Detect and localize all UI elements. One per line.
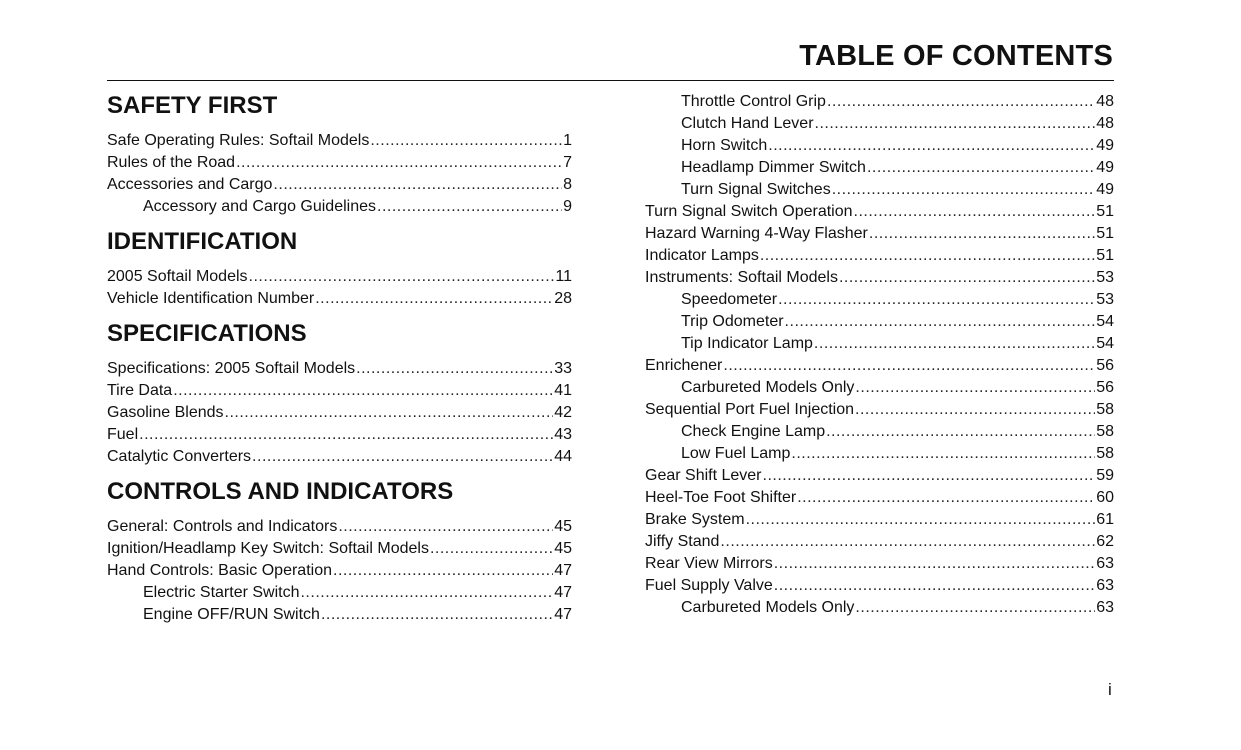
toc-entry-page: 54 — [1096, 335, 1114, 352]
toc-entry — [645, 509, 1114, 531]
dot-leader — [854, 201, 1096, 223]
toc-entry-page: 47 — [554, 584, 572, 601]
dot-leader — [763, 465, 1096, 487]
dot-leader — [839, 267, 1095, 289]
toc-entry-page: 58 — [1096, 445, 1114, 462]
toc-entry-page: 58 — [1096, 401, 1114, 418]
toc-entry-label: Turn Signal Switches — [681, 181, 831, 198]
toc-entry — [107, 560, 572, 582]
dot-leader — [321, 604, 553, 626]
toc-entry — [645, 311, 1114, 333]
toc-entry-page: 41 — [554, 382, 572, 399]
toc-entry-label: Speedometer — [681, 291, 778, 308]
dot-leader — [774, 575, 1095, 597]
toc-entry-label: Rules of the Road — [107, 154, 236, 171]
toc-entry-page: 51 — [1096, 203, 1114, 220]
toc-entry — [107, 130, 572, 152]
dot-leader — [814, 333, 1095, 355]
toc-entry — [107, 174, 572, 196]
toc-entry-page: 45 — [554, 518, 572, 535]
dot-leader — [139, 424, 553, 446]
dot-leader — [785, 311, 1096, 333]
toc-entry — [645, 355, 1114, 377]
toc-entry — [645, 333, 1114, 355]
toc-entry-label: Sequential Port Fuel Injection — [645, 401, 855, 418]
toc-entry-label: Tire Data — [107, 382, 173, 399]
toc-entry — [107, 266, 572, 288]
toc-entry-label: Clutch Hand Lever — [681, 115, 814, 132]
dot-leader — [273, 174, 562, 196]
toc-entry-page: 56 — [1096, 357, 1114, 374]
toc-entry-page: 1 — [563, 132, 572, 149]
dot-leader — [723, 355, 1095, 377]
toc-entry-label: Specifications: 2005 Softail Models — [107, 360, 356, 377]
toc-entry — [107, 380, 572, 402]
toc-list-continued — [645, 91, 1114, 619]
toc-entry — [107, 288, 572, 310]
toc-entry-page: 51 — [1096, 225, 1114, 242]
toc-entry — [107, 582, 572, 604]
section-title-controls-and-indicators: CONTROLS AND INDICATORS — [107, 478, 454, 505]
toc-right-column — [645, 91, 1114, 619]
toc-entry-label: Accessory and Cargo Guidelines — [143, 198, 377, 215]
toc-entry-page: 33 — [554, 360, 572, 377]
dot-leader — [760, 245, 1095, 267]
toc-list-controls-and-indicators — [107, 516, 572, 626]
toc-entry — [645, 157, 1114, 179]
toc-entry-label: Accessories and Cargo — [107, 176, 273, 193]
dot-leader — [252, 446, 553, 468]
toc-entry-label: Trip Odometer — [681, 313, 784, 330]
toc-entry — [645, 575, 1114, 597]
dot-leader — [827, 91, 1095, 113]
toc-left-column — [107, 90, 572, 626]
toc-entry-page: 47 — [554, 562, 572, 579]
page-title: TABLE OF CONTENTS — [799, 40, 1113, 72]
dot-leader — [249, 266, 555, 288]
toc-entry-label: Gasoline Blends — [107, 404, 224, 421]
toc-entry-label: General: Controls and Indicators — [107, 518, 338, 535]
toc-entry-page: 60 — [1096, 489, 1114, 506]
toc-entry-label: Hazard Warning 4-Way Flasher — [645, 225, 868, 242]
toc-entry-page: 54 — [1096, 313, 1114, 330]
toc-entry-label: Low Fuel Lamp — [681, 445, 791, 462]
dot-leader — [315, 288, 553, 310]
toc-entry — [645, 553, 1114, 575]
toc-entry — [645, 135, 1114, 157]
toc-entry-label: Catalytic Converters — [107, 448, 252, 465]
toc-entry — [645, 289, 1114, 311]
toc-entry-page: 59 — [1096, 467, 1114, 484]
toc-entry-label: Turn Signal Switch Operation — [645, 203, 853, 220]
toc-entry-page: 48 — [1096, 93, 1114, 110]
dot-leader — [300, 582, 553, 604]
toc-entry-page: 45 — [554, 540, 572, 557]
dot-leader — [869, 223, 1095, 245]
section-title-identification: IDENTIFICATION — [107, 228, 298, 255]
dot-leader — [826, 421, 1095, 443]
header-rule — [107, 80, 1114, 81]
toc-entry-label: Headlamp Dimmer Switch — [681, 159, 866, 176]
section-title-specifications: SPECIFICATIONS — [107, 320, 307, 347]
toc-entry-page: 49 — [1096, 159, 1114, 176]
toc-entry-label: Indicator Lamps — [645, 247, 759, 264]
toc-entry — [107, 604, 572, 626]
toc-entry — [645, 377, 1114, 399]
toc-entry-label: Check Engine Lamp — [681, 423, 826, 440]
toc-entry — [107, 516, 572, 538]
toc-entry-page: 49 — [1096, 137, 1114, 154]
dot-leader — [791, 443, 1095, 465]
toc-entry-label: Engine OFF/RUN Switch — [143, 606, 320, 623]
toc-entry-label: Vehicle Identification Number — [107, 290, 315, 307]
toc-entry-page: 58 — [1096, 423, 1114, 440]
dot-leader — [815, 113, 1096, 135]
toc-entry-page: 63 — [1096, 555, 1114, 572]
toc-entry-label: Rear View Mirrors — [645, 555, 773, 572]
toc-entry-label: Fuel — [107, 426, 139, 443]
toc-entry — [645, 443, 1114, 465]
dot-leader — [778, 289, 1095, 311]
dot-leader — [832, 179, 1096, 201]
dot-leader — [173, 380, 553, 402]
toc-entry-page: 43 — [554, 426, 572, 443]
toc-entry-page: 44 — [554, 448, 572, 465]
toc-entry-page: 63 — [1096, 577, 1114, 594]
toc-entry-label: Electric Starter Switch — [143, 584, 300, 601]
toc-entry — [645, 399, 1114, 421]
toc-entry-page: 42 — [554, 404, 572, 421]
toc-entry — [645, 91, 1114, 113]
toc-entry-label: Fuel Supply Valve — [645, 577, 773, 594]
dot-leader — [333, 560, 553, 582]
dot-leader — [356, 358, 553, 380]
toc-entry — [645, 597, 1114, 619]
toc-list-specifications — [107, 358, 572, 468]
dot-leader — [720, 531, 1095, 553]
toc-entry-page: 62 — [1096, 533, 1114, 550]
dot-leader — [774, 553, 1095, 575]
toc-entry-page: 11 — [555, 268, 572, 285]
toc-entry-label: Ignition/Headlamp Key Switch: Softail Models — [107, 540, 429, 557]
toc-entry-label: Horn Switch — [681, 137, 768, 154]
toc-entry — [107, 538, 572, 560]
toc-entry-label: Gear Shift Lever — [645, 467, 762, 484]
toc-entry-label: Instruments: Softail Models — [645, 269, 838, 286]
toc-entry — [107, 358, 572, 380]
dot-leader — [855, 377, 1095, 399]
toc-entry — [107, 196, 572, 218]
toc-entry — [107, 152, 572, 174]
toc-entry-label: Tip Indicator Lamp — [681, 335, 813, 352]
toc-entry-page: 56 — [1096, 379, 1114, 396]
page-number: i — [1108, 680, 1112, 699]
toc-entry-page: 53 — [1096, 269, 1114, 286]
toc-entry — [645, 421, 1114, 443]
toc-entry-page: 61 — [1096, 511, 1114, 528]
dot-leader — [236, 152, 562, 174]
toc-entry — [645, 179, 1114, 201]
toc-entry-page: 8 — [563, 176, 572, 193]
toc-entry-page: 7 — [563, 154, 572, 171]
toc-entry-label: Jiffy Stand — [645, 533, 720, 550]
toc-entry — [645, 113, 1114, 135]
dot-leader — [768, 135, 1095, 157]
toc-entry — [645, 223, 1114, 245]
toc-entry — [645, 465, 1114, 487]
toc-entry — [107, 424, 572, 446]
toc-entry — [645, 267, 1114, 289]
dot-leader — [855, 597, 1095, 619]
toc-entry — [645, 487, 1114, 509]
dot-leader — [377, 196, 562, 218]
toc-entry-label: Carbureted Models Only — [681, 599, 855, 616]
dot-leader — [430, 538, 553, 560]
dot-leader — [855, 399, 1095, 421]
toc-entry — [107, 402, 572, 424]
toc-entry-page: 9 — [563, 198, 572, 215]
dot-leader — [797, 487, 1095, 509]
toc-entry — [645, 531, 1114, 553]
toc-entry-label: Safe Operating Rules: Softail Models — [107, 132, 370, 149]
toc-entry-label: Heel-Toe Foot Shifter — [645, 489, 797, 506]
toc-entry-label: 2005 Softail Models — [107, 268, 248, 285]
toc-entry-page: 48 — [1096, 115, 1114, 132]
dot-leader — [746, 509, 1096, 531]
toc-entry-page: 49 — [1096, 181, 1114, 198]
toc-entry-page: 47 — [554, 606, 572, 623]
dot-leader — [867, 157, 1095, 179]
toc-list-identification — [107, 266, 572, 310]
toc-entry-page: 53 — [1096, 291, 1114, 308]
toc-list-safety-first — [107, 130, 572, 218]
dot-leader — [370, 130, 562, 152]
toc-entry-label: Throttle Control Grip — [681, 93, 826, 110]
toc-entry — [645, 201, 1114, 223]
toc-entry-page: 51 — [1096, 247, 1114, 264]
dot-leader — [338, 516, 553, 538]
toc-entry — [107, 446, 572, 468]
section-title-safety-first: SAFETY FIRST — [107, 92, 278, 119]
dot-leader — [225, 402, 554, 424]
toc-entry — [645, 245, 1114, 267]
toc-entry-page: 63 — [1096, 599, 1114, 616]
toc-entry-label: Enrichener — [645, 357, 723, 374]
toc-entry-label: Brake System — [645, 511, 745, 528]
toc-entry-label: Carbureted Models Only — [681, 379, 855, 396]
toc-entry-label: Hand Controls: Basic Operation — [107, 562, 332, 579]
toc-entry-page: 28 — [554, 290, 572, 307]
